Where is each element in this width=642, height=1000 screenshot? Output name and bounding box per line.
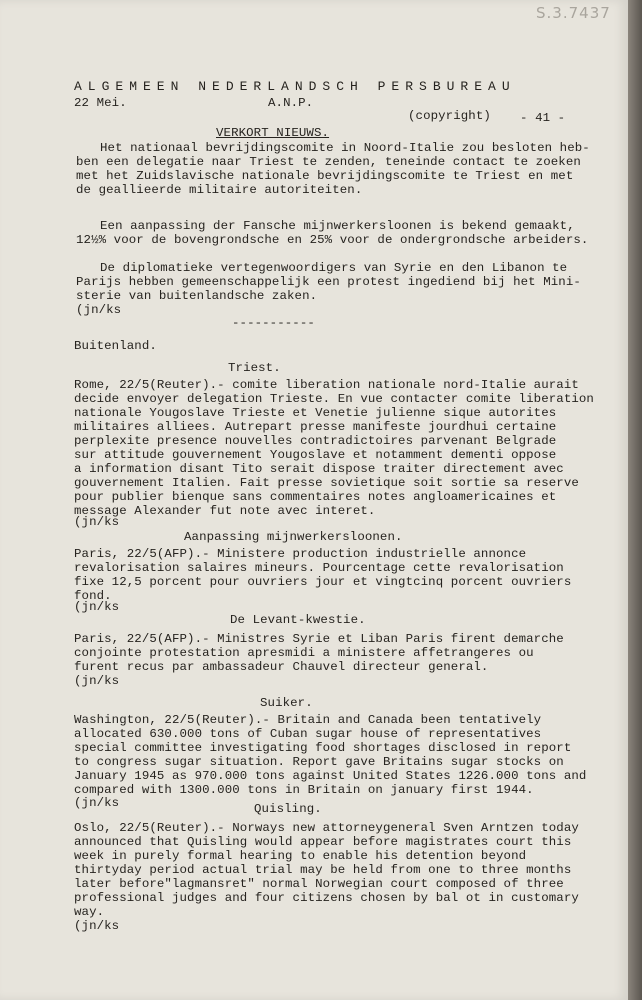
article-heading: Triest. bbox=[228, 361, 281, 375]
article-line: conjointe protestation apresmidi a ministere affetrangeres ou bbox=[74, 646, 534, 660]
article-line: Paris, 22/5(AFP).- Ministres Syrie et Liban Paris firent demarche bbox=[74, 632, 564, 646]
article-line: pour publier bienque sans commentaires notes angloamericaines et bbox=[74, 490, 557, 504]
article-line: furent recus par ambassadeur Chauvel directeur general. bbox=[74, 660, 489, 674]
article-line: announced that Quisling would appear before magistrates court this bbox=[74, 835, 572, 849]
short-news-line: ben een delegatie naar Triest te zenden, teneinde contact te zoeken bbox=[76, 155, 581, 169]
article-line: week in purely formal hearing to enable his detention beyond bbox=[74, 849, 527, 863]
initials: (jn/ks bbox=[74, 515, 120, 529]
initials: (jn/ks bbox=[74, 919, 120, 933]
article-line: Rome, 22/5(Reuter).- comite liberation nationale nord-Italie aurait bbox=[74, 378, 579, 392]
article-line: militaires alliees. Autrepart presse manifeste jourdhui certaine bbox=[74, 420, 557, 434]
article-line: special committee investigating food shortages disclosed in report bbox=[74, 741, 572, 755]
article-line: fixe 12,5 porcent pour ouvriers jour et vingtcinq porcent ouvriers bbox=[74, 575, 572, 589]
article-heading: Quisling. bbox=[254, 802, 322, 816]
page-edge-shadow bbox=[628, 0, 642, 1000]
article-line: gouvernement Italien. Fait presse sovietique soit sortie sa reserve bbox=[74, 476, 579, 490]
article-line: a information disant Tito serait dispose traiter directement avec bbox=[74, 462, 564, 476]
article-heading: Aanpassing mijnwerkersloonen. bbox=[184, 530, 403, 544]
initials: (jn/ks bbox=[76, 303, 122, 317]
article-line: January 1945 as 970.000 tons against United States 1226.000 tons and bbox=[74, 769, 587, 783]
article-line: thirtyday period actual trial may be held from one to three months bbox=[74, 863, 572, 877]
short-news-line: Het nationaal bevrijdingscomite in Noord-Italie zou besloten heb- bbox=[100, 141, 590, 155]
article-line: allocated 630.000 tons of Cuban sugar house of representatives bbox=[74, 727, 542, 741]
initials: (jn/ks bbox=[74, 600, 120, 614]
article-line: Oslo, 22/5(Reuter).- Norways new attorneygeneral Sven Arntzen today bbox=[74, 821, 579, 835]
page-number: - 41 - bbox=[520, 111, 566, 125]
agency-abbr: A.N.P. bbox=[268, 96, 314, 110]
short-news-line: de geallieerde militaire autoriteiten. bbox=[76, 183, 363, 197]
article-line: professional judges and four citizens chosen by bal ot in customary bbox=[74, 891, 579, 905]
short-news-line: 12½% voor de bovengrondsche en 25% voor de ondergrondsche arbeiders. bbox=[76, 233, 589, 247]
copyright: (copyright) bbox=[408, 109, 491, 123]
article-heading: De Levant-kwestie. bbox=[230, 613, 366, 627]
article-line: way. bbox=[74, 905, 105, 919]
short-news-line: De diplomatieke vertegenwoordigers van Syrie en den Libanon te bbox=[100, 261, 568, 275]
short-news-line: Parijs hebben gemeenschappelijk een protest ingediend bij het Mini- bbox=[76, 275, 581, 289]
article-line: Washington, 22/5(Reuter).- Britain and Canada been tentatively bbox=[74, 713, 542, 727]
short-news-line: sterie van buitenlandsche zaken. bbox=[76, 289, 318, 303]
divider: ----------- bbox=[232, 316, 315, 330]
article-line: revalorisation salaires mineurs. Pourcentage cette revalorisation bbox=[74, 561, 564, 575]
section-title: VERKORT NIEUWS. bbox=[216, 126, 330, 140]
article-line: nationale Yougoslave Trieste et Venetie julienne sique autorites bbox=[74, 406, 557, 420]
date: 22 Mei. bbox=[74, 96, 127, 110]
article-line: Paris, 22/5(AFP).- Ministere production industrielle annonce bbox=[74, 547, 527, 561]
article-line: compared with 1300.000 tons in Britain on january first 1944. bbox=[74, 783, 534, 797]
article-line: sur attitude gouvernement Yougoslave et notamment dementi oppose bbox=[74, 448, 557, 462]
article-line: later before"lagmansret" normal Norwegian court composed of three bbox=[74, 877, 564, 891]
initials: (jn/ks bbox=[74, 674, 120, 688]
article-line: decide envoyer delegation Trieste. En vue contacter comite liberation bbox=[74, 392, 594, 406]
article-line: message Alexander fut note avec interet. bbox=[74, 504, 376, 518]
article-line: fond. bbox=[74, 589, 112, 603]
short-news-line: met het Zuidslavische nationale bevrijdingscomite te Triest en met bbox=[76, 169, 574, 183]
short-news-line: Een aanpassing der Fansche mijnwerkersloonen is bekend gemaakt, bbox=[100, 219, 575, 233]
archive-number: S.3.7437 bbox=[536, 4, 611, 22]
agency-name: ALGEMEEN NEDERLANDSCH PERSBUREAU bbox=[74, 79, 516, 94]
article-line: perplexite presence nouvelles contradictoires parvenant Belgrade bbox=[74, 434, 557, 448]
initials: (jn/ks bbox=[74, 796, 120, 810]
article-line: to congress sugar situation. Report gave Britains sugar stocks on bbox=[74, 755, 564, 769]
section-buitenland: Buitenland. bbox=[74, 339, 157, 353]
article-heading: Suiker. bbox=[260, 696, 313, 710]
